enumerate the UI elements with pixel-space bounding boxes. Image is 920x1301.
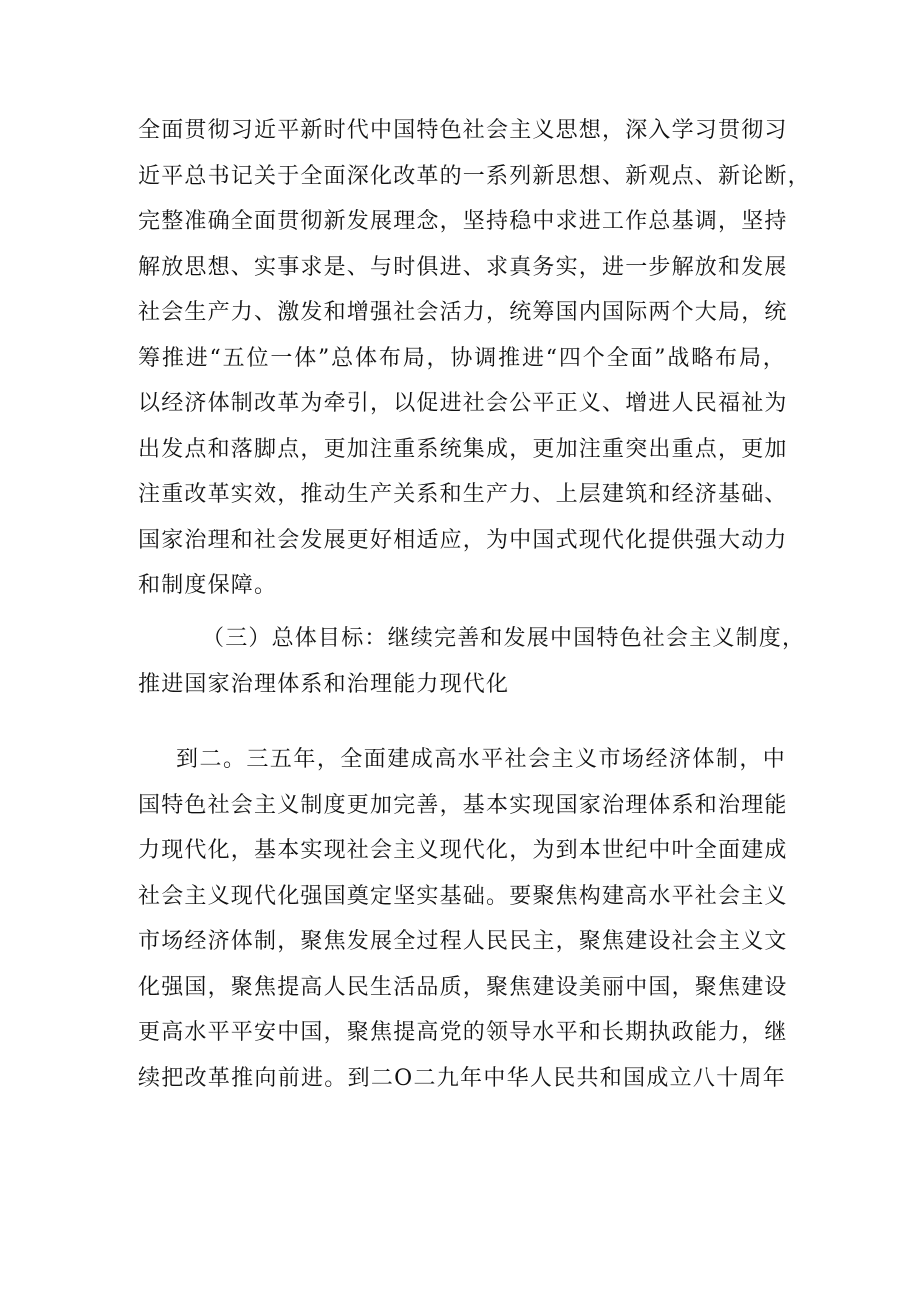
text-line: 续把改革推向前进。到二O二九年中华人民共和国成立八十周年 <box>138 1065 786 1091</box>
text-line: 社会生产力、激发和增强社会活力，统筹国内国际两个大局，统 <box>138 300 788 325</box>
text-line: 更高水平平安中国，聚焦提高党的领导水平和长期执政能力，继 <box>138 1020 788 1045</box>
text-line: 注重改革实效，推动生产关系和生产力、上层建筑和经济基础、 <box>138 482 788 507</box>
text-line: 筹推进“五位一体”总体布局，协调推进“四个全面”战略布局， <box>138 345 786 371</box>
heading-line: 推进国家治理体系和治理能力现代化 <box>138 671 510 697</box>
paragraph-overall-goal <box>138 737 786 1101</box>
text-line: 国特色社会主义制度更加完善，基本实现国家治理体系和治理能 <box>138 792 788 818</box>
text-line: 力现代化，基本实现社会主义现代化，为到本世纪中叶全面建成 <box>138 838 788 863</box>
text-line: 和制度保障。 <box>138 573 278 598</box>
section-heading <box>138 616 806 707</box>
text-line: 全面贯彻习近平新时代中国特色社会主义思想，深入学习贯彻习 <box>138 118 788 143</box>
text-line: 到二。三五年，全面建成高水平社会主义市场经济体制，中 <box>176 747 786 772</box>
text-line: 国家治理和社会发展更好相适应，为中国式现代化提供强大动力 <box>138 527 788 553</box>
text-line: 市场经济体制，聚焦发展全过程人民民主，聚焦建设社会主义文 <box>138 929 788 954</box>
text-line: 化强国，聚焦提高人民生活品质，聚焦建设美丽中国，聚焦建设 <box>138 974 788 1000</box>
text-line: 出发点和落脚点，更加注重系统集成，更加注重突出重点，更加 <box>138 436 788 462</box>
text-line: 以经济体制改革为牵引，以促进社会公平正义、增进人民福祉为 <box>138 391 788 416</box>
text-line: 解放思想、实事求是、与时俱进、求真务实，进一步解放和发展 <box>138 254 788 280</box>
text-line: 近平总书记关于全面深化改革的一系列新思想、新观点、新论断， <box>138 163 811 189</box>
paragraph-guiding-thought <box>138 108 811 609</box>
heading-line: （三）总体目标：继续完善和发展中国特色社会主义制度， <box>202 626 806 651</box>
text-line: 社会主义现代化强国奠定坚实基础。要聚焦构建高水平社会主义 <box>138 883 788 909</box>
text-line: 完整准确全面贯彻新发展理念，坚持稳中求进工作总基调，坚持 <box>138 209 788 234</box>
